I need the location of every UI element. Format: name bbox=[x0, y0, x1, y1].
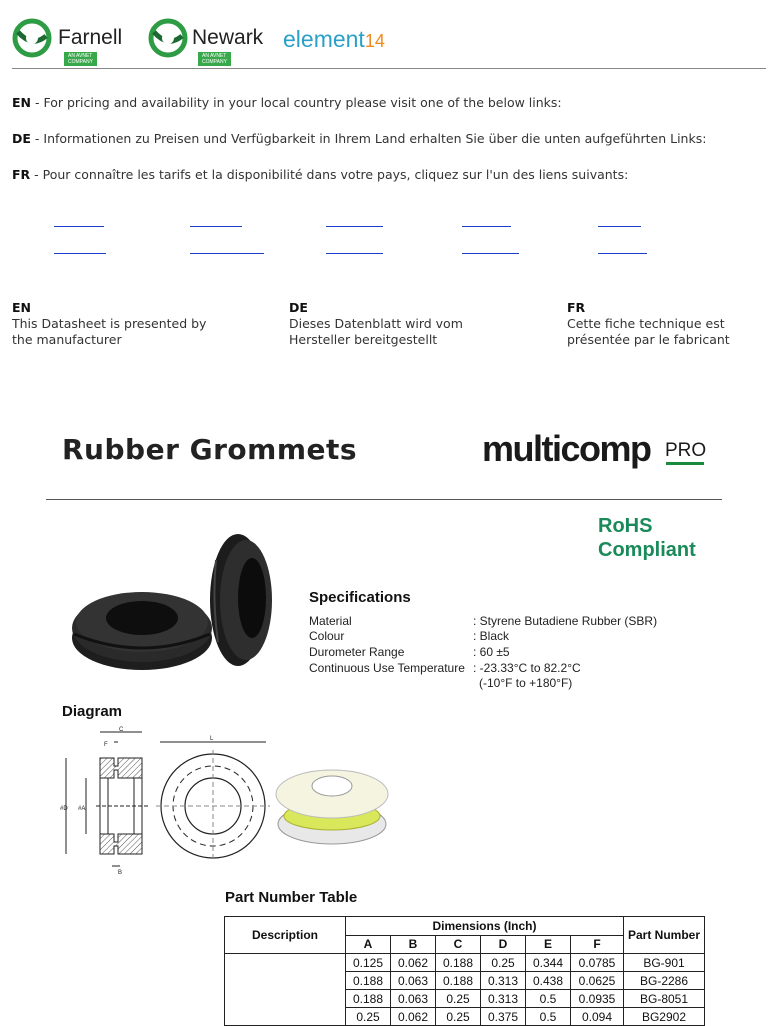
notice-de bbox=[12, 131, 706, 146]
cell-a: 0.188 bbox=[346, 972, 391, 990]
col-description: Description bbox=[225, 917, 346, 954]
col-e: E bbox=[526, 935, 571, 954]
part-number-table bbox=[224, 916, 705, 1026]
description-cell bbox=[225, 954, 346, 1026]
cell-a: 0.125 bbox=[346, 954, 391, 972]
cell-b: 0.063 bbox=[391, 972, 436, 990]
cell-part-number: BG-8051 bbox=[624, 990, 705, 1008]
cell-d: 0.313 bbox=[481, 990, 526, 1008]
col-dimensions: Dimensions (Inch) bbox=[346, 917, 624, 936]
cell-c: 0.25 bbox=[436, 1008, 481, 1026]
cell-e: 0.5 bbox=[526, 990, 571, 1008]
farnell-swirl-icon bbox=[12, 18, 52, 58]
col-b: B bbox=[391, 935, 436, 954]
rohs-line2: Compliant bbox=[598, 539, 696, 561]
cell-b: 0.063 bbox=[391, 990, 436, 1008]
multicomp-pro-underline bbox=[666, 462, 704, 465]
cell-c: 0.188 bbox=[436, 972, 481, 990]
presented-fr bbox=[567, 300, 730, 348]
presented-en-line2: the manufacturer bbox=[12, 332, 122, 347]
cell-c: 0.25 bbox=[436, 990, 481, 1008]
multicomp-wordmark: multicomp bbox=[482, 428, 651, 469]
col-c: C bbox=[436, 935, 481, 954]
spec-durometer-label: Durometer Range bbox=[309, 645, 405, 659]
region-link-3[interactable] bbox=[326, 225, 383, 227]
cell-f: 0.0625 bbox=[571, 972, 624, 990]
spec-colour-value: : Black bbox=[473, 629, 510, 643]
cell-b: 0.062 bbox=[391, 954, 436, 972]
cell-f: 0.094 bbox=[571, 1008, 624, 1026]
col-d: D bbox=[481, 935, 526, 954]
presented-de bbox=[289, 300, 463, 348]
cell-e: 0.438 bbox=[526, 972, 571, 990]
col-a: A bbox=[346, 935, 391, 954]
element14-number: 14 bbox=[364, 31, 385, 51]
multicomp-pro-suffix: PRO bbox=[665, 440, 707, 461]
spec-durometer-value: : 60 ±5 bbox=[473, 645, 510, 659]
cell-a: 0.188 bbox=[346, 990, 391, 1008]
diagram-heading: Diagram bbox=[62, 703, 123, 720]
spec-temperature-label: Continuous Use Temperature bbox=[309, 661, 465, 675]
newark-swirl-icon bbox=[148, 18, 188, 58]
notice-de-code: DE bbox=[12, 131, 31, 146]
presented-de-line1: Dieses Datenblatt wird vom bbox=[289, 316, 463, 331]
diagram-label-d: #D bbox=[60, 806, 68, 812]
cell-c: 0.188 bbox=[436, 954, 481, 972]
presented-fr-code: FR bbox=[567, 300, 586, 315]
cell-f: 0.0935 bbox=[571, 990, 624, 1008]
cell-part-number: BG2902 bbox=[624, 1008, 705, 1026]
col-part-number: Part Number bbox=[624, 917, 705, 954]
grommet-dimension-diagram bbox=[56, 724, 396, 876]
diagram-label-a: #A bbox=[78, 806, 86, 812]
farnell-wordmark: Farnell bbox=[58, 26, 123, 49]
region-link-9[interactable] bbox=[462, 252, 519, 254]
region-link-8[interactable] bbox=[326, 252, 383, 254]
cell-d: 0.25 bbox=[481, 954, 526, 972]
rohs-line1: RoHS bbox=[598, 515, 653, 537]
diagram-label-b: B bbox=[118, 870, 123, 876]
table-row bbox=[225, 954, 705, 972]
spec-material-value: : Styrene Butadiene Rubber (SBR) bbox=[473, 614, 658, 628]
cell-e: 0.5 bbox=[526, 1008, 571, 1026]
header-divider bbox=[12, 68, 766, 69]
presented-de-code: DE bbox=[289, 300, 308, 315]
element14-logo bbox=[283, 26, 385, 53]
presented-de-line2: Hersteller bereitgestellt bbox=[289, 332, 438, 347]
notice-en-text: - For pricing and availability in your local country please visit one of the below links: bbox=[31, 95, 562, 110]
spec-temperature-fahrenheit: (-10°F to +180°F) bbox=[479, 676, 573, 690]
diagram-label-c: C bbox=[119, 727, 124, 733]
grommet-product-photo bbox=[66, 530, 286, 680]
title-divider bbox=[46, 499, 722, 500]
farnell-avnet-tag: AN AVNET COMPANY bbox=[64, 52, 97, 66]
notice-en bbox=[12, 95, 562, 110]
notice-fr-code: FR bbox=[12, 167, 31, 182]
region-link-7[interactable] bbox=[190, 252, 264, 254]
notice-de-text: - Informationen zu Preisen und Verfügbarkeit in Ihrem Land erhalten Sie über die unten aufgeführten Links: bbox=[30, 131, 707, 146]
region-link-1[interactable] bbox=[54, 225, 104, 227]
newark-avnet-tag: AN AVNET COMPANY bbox=[198, 52, 231, 66]
cell-a: 0.25 bbox=[346, 1008, 391, 1026]
region-link-4[interactable] bbox=[462, 225, 511, 227]
rohs-badge bbox=[598, 514, 696, 562]
table-header-row bbox=[225, 917, 705, 936]
diagram-label-l: L bbox=[210, 736, 214, 742]
cell-e: 0.344 bbox=[526, 954, 571, 972]
notice-fr-text: - Pour connaître les tarifs et la disponibilité dans votre pays, cliquez sur l'un des liens suivants: bbox=[30, 167, 629, 182]
spec-material-label: Material bbox=[309, 614, 352, 628]
presented-en-line1: This Datasheet is presented by bbox=[12, 316, 207, 331]
newark-wordmark: Newark bbox=[192, 26, 264, 49]
notice-fr bbox=[12, 167, 628, 182]
datasheet-title: Rubber Grommets bbox=[62, 433, 358, 466]
part-table-heading: Part Number Table bbox=[225, 889, 358, 906]
presented-en-code: EN bbox=[12, 300, 32, 315]
region-link-2[interactable] bbox=[190, 225, 242, 227]
col-f: F bbox=[571, 935, 624, 954]
cell-d: 0.313 bbox=[481, 972, 526, 990]
presented-fr-line1: Cette fiche technique est bbox=[567, 316, 725, 331]
spec-temperature-value: : -23.33°C to 82.2°C bbox=[473, 661, 581, 675]
region-link-6[interactable] bbox=[54, 252, 106, 254]
diagram-3d-render bbox=[276, 770, 388, 844]
presented-fr-line2: présentée par le fabricant bbox=[567, 332, 730, 347]
diagram-cross-section bbox=[60, 727, 148, 876]
presented-en bbox=[12, 300, 206, 348]
element14-wordmark: element bbox=[283, 26, 365, 52]
region-link-5[interactable] bbox=[598, 225, 641, 227]
cell-f: 0.0785 bbox=[571, 954, 624, 972]
specifications-heading: Specifications bbox=[309, 589, 411, 606]
cell-b: 0.062 bbox=[391, 1008, 436, 1026]
spec-colour-label: Colour bbox=[309, 629, 345, 643]
notice-en-code: EN bbox=[12, 95, 32, 110]
diagram-top-view bbox=[156, 736, 270, 862]
cell-d: 0.375 bbox=[481, 1008, 526, 1026]
region-link-10[interactable] bbox=[598, 252, 647, 254]
cell-part-number: BG-2286 bbox=[624, 972, 705, 990]
diagram-label-f: F bbox=[104, 742, 108, 748]
cell-part-number: BG-901 bbox=[624, 954, 705, 972]
